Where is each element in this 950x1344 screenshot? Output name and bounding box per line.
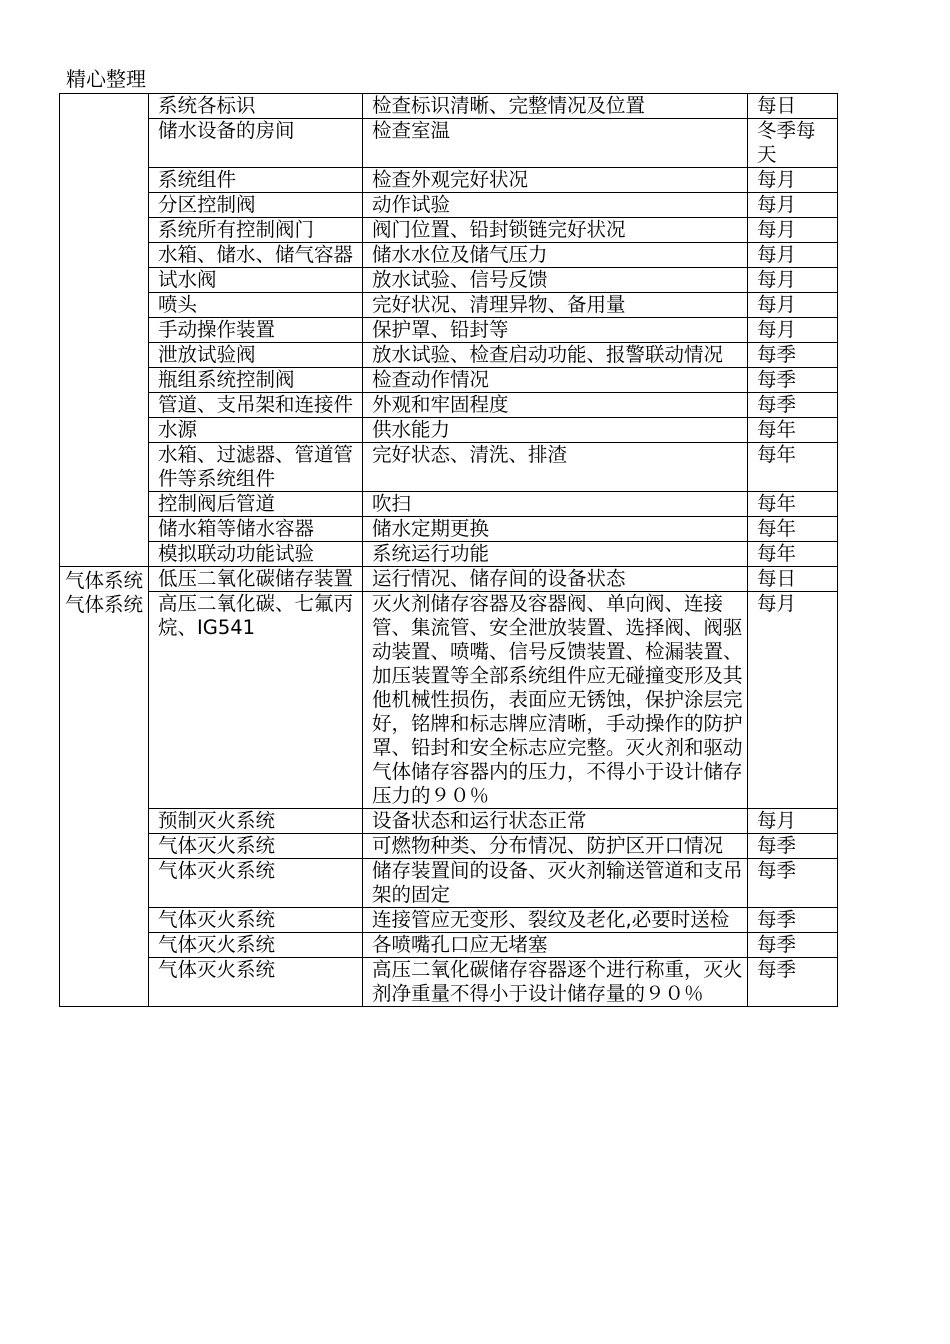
system-cell — [60, 567, 149, 1007]
frequency-cell: 每月 — [748, 168, 838, 193]
content-cell: 阀门位置、铅封锁链完好状况 — [363, 218, 748, 243]
frequency-cell: 每季 — [748, 393, 838, 418]
content-cell: 运行情况、储存间的设备状态 — [363, 567, 748, 592]
frequency-cell: 每年 — [748, 443, 838, 492]
content-cell: 连接管应无变形、裂纹及老化,必要时送检 — [363, 908, 748, 933]
table-row — [60, 958, 838, 1007]
item-cell: 控制阀后管道 — [149, 492, 363, 517]
item-cell: 水箱、过滤器、管道管件等系统组件 — [149, 443, 363, 492]
item-cell: 预制灭火系统 — [149, 809, 363, 834]
item-cell: 储水箱等储水容器 — [149, 517, 363, 542]
content-cell: 检查标识清晰、完整情况及位置 — [363, 94, 748, 119]
table-row — [60, 193, 838, 218]
system-label: 气体系统 — [64, 569, 143, 592]
item-cell: 管道、支吊架和连接件 — [149, 393, 363, 418]
item-cell: 系统组件 — [149, 168, 363, 193]
frequency-cell: 每季 — [748, 343, 838, 368]
frequency-cell: 每月 — [748, 218, 838, 243]
table-row — [60, 443, 838, 492]
item-cell: 系统所有控制阀门 — [149, 218, 363, 243]
table-row — [60, 293, 838, 318]
content-cell: 检查动作情况 — [363, 368, 748, 393]
table-row — [60, 368, 838, 393]
frequency-cell: 每月 — [748, 268, 838, 293]
frequency-cell: 每季 — [748, 958, 838, 1007]
item-cell: 气体灭火系统 — [149, 958, 363, 1007]
content-cell: 放水试验、检查启动功能、报警联动情况 — [363, 343, 748, 368]
item-cell: 水源 — [149, 418, 363, 443]
content-cell: 完好状态、清洗、排渣 — [363, 443, 748, 492]
frequency-cell: 每年 — [748, 542, 838, 567]
table-row — [60, 318, 838, 343]
frequency-cell: 每季 — [748, 834, 838, 859]
content-cell: 外观和牢固程度 — [363, 393, 748, 418]
content-cell: 动作试验 — [363, 193, 748, 218]
item-cell: 试水阀 — [149, 268, 363, 293]
frequency-cell: 每月 — [748, 318, 838, 343]
table-row — [60, 592, 838, 809]
maintenance-table — [59, 93, 838, 1007]
content-cell: 完好状况、清理异物、备用量 — [363, 293, 748, 318]
item-cell: 喷头 — [149, 293, 363, 318]
item-cell: 储水设备的房间 — [149, 119, 363, 168]
content-cell: 可燃物种类、分布情况、防护区开口情况 — [363, 834, 748, 859]
table-row — [60, 859, 838, 908]
table-row — [60, 418, 838, 443]
item-cell: 气体灭火系统 — [149, 933, 363, 958]
content-cell: 各喷嘴孔口应无堵塞 — [363, 933, 748, 958]
table-row — [60, 218, 838, 243]
content-cell: 灭火剂储存容器及容器阀、单向阀、连接管、集流管、安全泄放装置、选择阀、阀驱动装置、喷嘴、信号反馈装置、检漏装置、加压装置等全部系统组件应无碰撞变形及其他机械性损伤，表面应无锈蚀，保护涂层完好，铭牌和标志牌应清晰，手动操作的防护罩、铅封和安全标志应完整。灭火剂和驱动气体储存容器内的压力，不得小于设计储存压力的９０％ — [363, 592, 748, 809]
frequency-cell: 每年 — [748, 418, 838, 443]
item-cell: 高压二氧化碳、七氟丙烷、IG541 — [149, 592, 363, 809]
table-row — [60, 517, 838, 542]
table-row — [60, 168, 838, 193]
table-row — [60, 94, 838, 119]
item-cell: 模拟联动功能试验 — [149, 542, 363, 567]
frequency-cell: 每季 — [748, 859, 838, 908]
table-row — [60, 542, 838, 567]
content-cell: 保护罩、铅封等 — [363, 318, 748, 343]
table-row — [60, 243, 838, 268]
content-cell: 高压二氧化碳储存容器逐个进行称重，灭火剂净重量不得小于设计储存量的９０％ — [363, 958, 748, 1007]
item-cell: 水箱、储水、储气容器 — [149, 243, 363, 268]
table-row — [60, 908, 838, 933]
item-cell: 系统各标识 — [149, 94, 363, 119]
table-row — [60, 343, 838, 368]
item-cell: 泄放试验阀 — [149, 343, 363, 368]
table-row — [60, 809, 838, 834]
frequency-cell: 每季 — [748, 933, 838, 958]
content-cell: 检查外观完好状况 — [363, 168, 748, 193]
content-cell: 检查室温 — [363, 119, 748, 168]
frequency-cell: 每日 — [748, 567, 838, 592]
frequency-cell: 每季 — [748, 368, 838, 393]
table-row — [60, 393, 838, 418]
frequency-cell: 每月 — [748, 293, 838, 318]
frequency-cell: 每季 — [748, 908, 838, 933]
content-cell: 供水能力 — [363, 418, 748, 443]
item-cell: 气体灭火系统 — [149, 908, 363, 933]
page-header: 精心整理 — [66, 67, 146, 91]
content-cell: 储水定期更换 — [363, 517, 748, 542]
table-row — [60, 567, 838, 592]
item-cell: 手动操作装置 — [149, 318, 363, 343]
item-cell: 低压二氧化碳储存装置 — [149, 567, 363, 592]
frequency-cell: 每月 — [748, 809, 838, 834]
content-cell: 放水试验、信号反馈 — [363, 268, 748, 293]
content-cell: 吹扫 — [363, 492, 748, 517]
frequency-cell: 每月 — [748, 193, 838, 218]
content-cell: 设备状态和运行状态正常 — [363, 809, 748, 834]
system-label: 气体系统 — [64, 593, 143, 616]
frequency-cell: 每年 — [748, 492, 838, 517]
frequency-cell: 每月 — [748, 592, 838, 809]
table-row — [60, 834, 838, 859]
item-cell: 气体灭火系统 — [149, 834, 363, 859]
frequency-cell: 每月 — [748, 243, 838, 268]
content-cell: 系统运行功能 — [363, 542, 748, 567]
frequency-cell: 冬季每天 — [748, 119, 838, 168]
frequency-cell: 每日 — [748, 94, 838, 119]
item-cell: 气体灭火系统 — [149, 859, 363, 908]
item-cell: 瓶组系统控制阀 — [149, 368, 363, 393]
table-row — [60, 268, 838, 293]
frequency-cell: 每年 — [748, 517, 838, 542]
table-row — [60, 933, 838, 958]
table-row — [60, 119, 838, 168]
content-cell: 储水水位及储气压力 — [363, 243, 748, 268]
content-cell: 储存装置间的设备、灭火剂输送管道和支吊架的固定 — [363, 859, 748, 908]
item-cell: 分区控制阀 — [149, 193, 363, 218]
system-cell-empty — [60, 94, 149, 567]
table-row — [60, 492, 838, 517]
